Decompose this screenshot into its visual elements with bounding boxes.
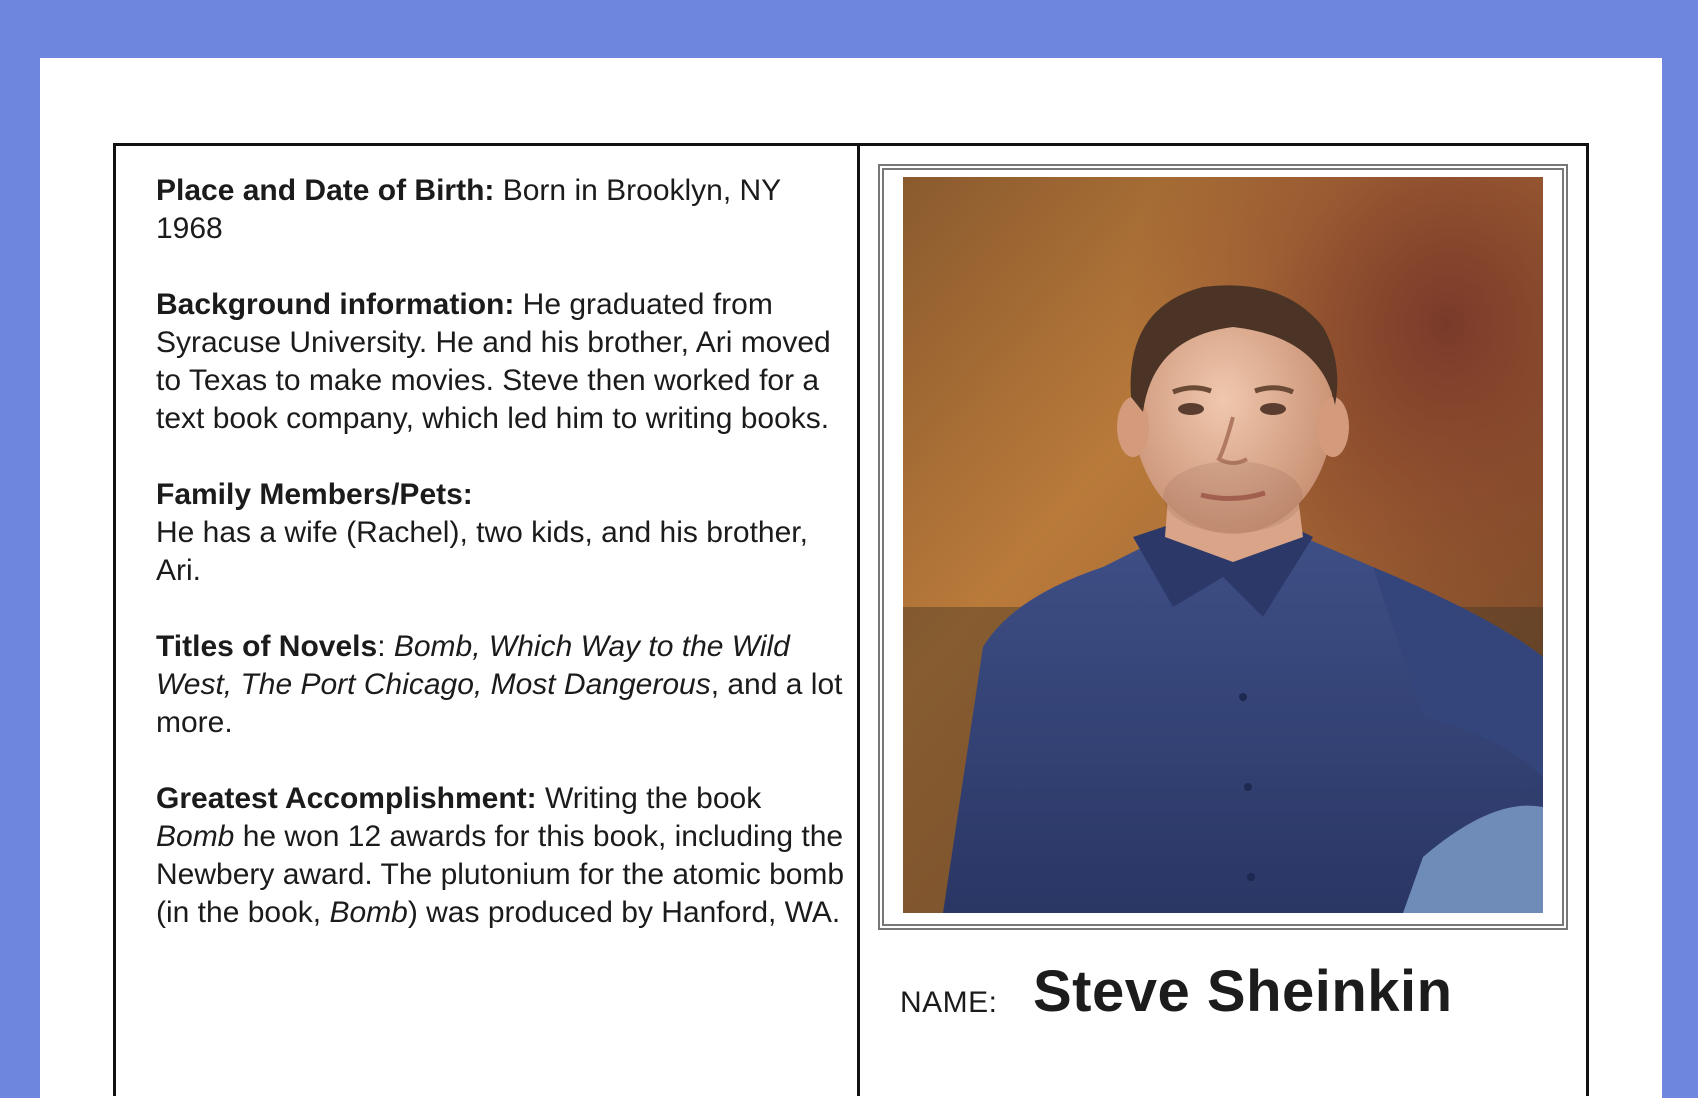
background-text: He graduated from Syracuse University. He and his brother, Ari moved to Texas to make movies. Steve then worked for a text book company, which led him to writing books. xyxy=(156,288,831,435)
background-paragraph xyxy=(156,286,846,438)
birth-label: Place and Date of Birth: xyxy=(156,174,495,207)
novels-suffix: , and a lot more. xyxy=(156,668,843,739)
portrait-photo xyxy=(903,177,1543,913)
novels-paragraph xyxy=(156,628,846,742)
name-value: Steve Sheinkin xyxy=(1033,959,1453,1024)
accomplishment-text-1: Writing the book xyxy=(536,782,762,815)
novels-colon: : xyxy=(377,630,394,663)
portrait-illustration xyxy=(903,177,1543,913)
column-divider xyxy=(857,143,860,1096)
family-label: Family Members/Pets: xyxy=(156,478,473,511)
accomplishment-paragraph xyxy=(156,780,846,932)
bio-column xyxy=(156,172,846,970)
background-label: Background information: xyxy=(156,288,515,321)
accomplishment-book-1: Bomb xyxy=(156,820,235,853)
accomplishment-label: Greatest Accomplishment: xyxy=(156,782,537,815)
name-row xyxy=(900,958,1580,1028)
novels-titles: Bomb, Which Way to the Wild West, The Port Chicago, Most Dangerous xyxy=(156,630,790,701)
novels-label: Titles of Novels xyxy=(156,630,378,663)
accomplishment-text-2: he won 12 awards for this book, including the Newbery award. The plutonium for the atomic bomb (in the book, xyxy=(156,820,845,929)
birth-paragraph xyxy=(156,172,846,248)
family-paragraph xyxy=(156,476,846,590)
accomplishment-text-3: ) was produced by Hanford, WA. xyxy=(407,896,841,929)
name-label: NAME: xyxy=(900,986,998,1019)
accomplishment-book-2: Bomb xyxy=(329,896,408,929)
family-text: He has a wife (Rachel), two kids, and his brother, Ari. xyxy=(156,516,808,587)
birth-text: Born in Brooklyn, NY 1968 xyxy=(156,174,781,245)
